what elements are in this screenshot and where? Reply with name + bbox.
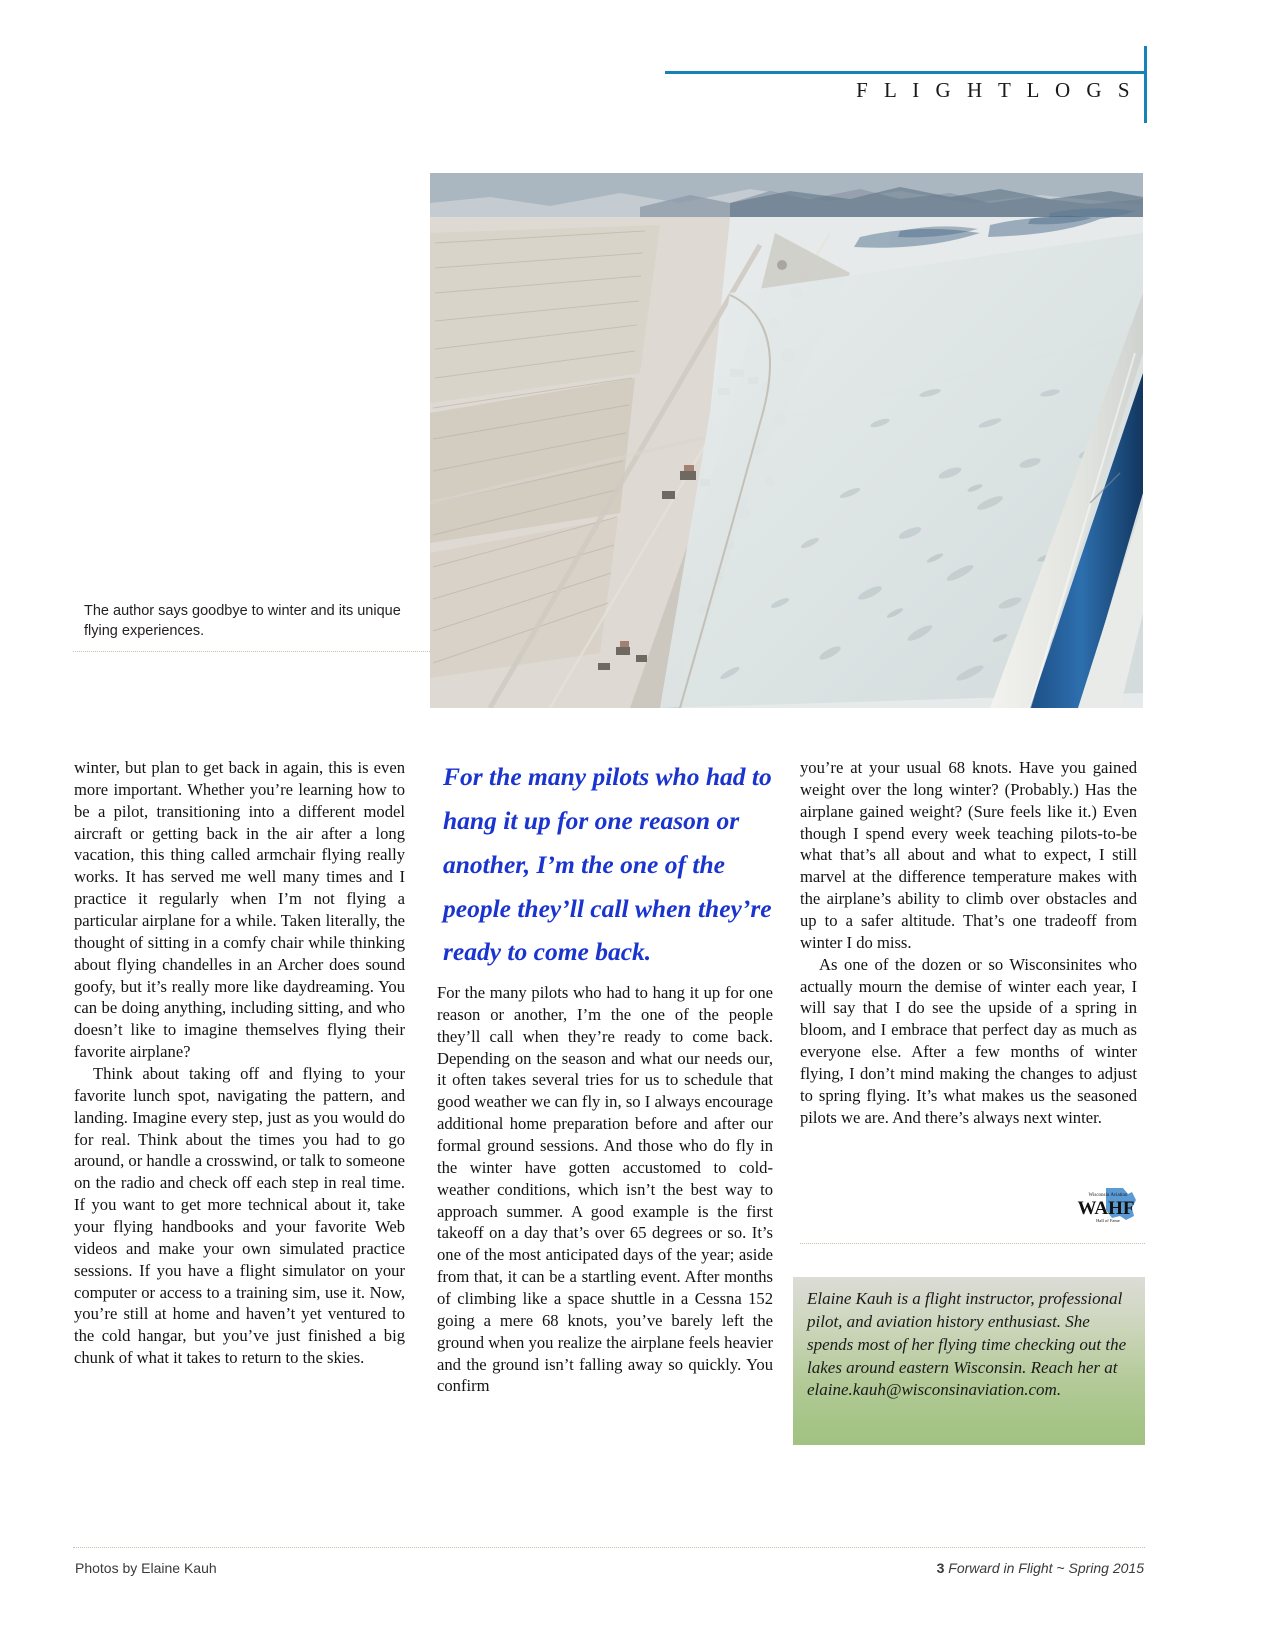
author-bio-text: Elaine Kauh is a flight instructor, professional pilot, and aviation history enthusiast. She spends most of her flying time checking out the lakes around eastern Wisconsin. Reach her at elaine.kauh@wisconsinaviation.com. xyxy=(807,1289,1127,1400)
paragraph: you’re at your usual 68 knots. Have you gained weight over the long winter? (Probably.) Has the airplane gained weight? (Sure feels like it.) Even though I spend every week teaching pilots-to-be what that’s all about and what to expect, I still marvel at the difference temperature makes with the airplane’s ability to climb over obstacles and up to a safer altitude. That’s one tradeoff from winter I do miss. xyxy=(800,758,1137,952)
publication-name: Forward in Flight ~ Spring 2015 xyxy=(948,1560,1144,1576)
paragraph: Think about taking off and flying to your favorite lunch spot, navigating the pattern, and landing. Imagine every step, just as you would do for real. Think about the times you had to go around, or handle a crosswind, or talk to someone on the radio and check off each step in real time. If you want to get more technical about it, take your flying handbooks and your favorite Web videos and make your own simulated practice sessions. If you have a flight simulator on your computer or access to a training sim, use it. Now, you’re still at home and haven’t yet ventured to the cold hangar, but you’ve just finished a big chunk of what it takes to return to the skies. xyxy=(74,1064,405,1368)
paragraph: winter, but plan to get back in again, this is even more important. Whether you’re learning how to be a pilot, transitioning into a different model aircraft or getting back in the air after a long vacation, this thing called armchair flying really works. It has served me well many times and I practice it regularly when I’m not flying a particular airplane for a while. Taken literally, the thought of sitting in a comfy chair while thinking about flying chandelles in an Archer does sound goofy, but it’s really more like daydreaming. You can be doing anything, including sitting, and who doesn’t like to imagine themselves flying their favorite airplane? xyxy=(74,758,405,1062)
pull-quote: For the many pilots who had to hang it up for one reason or another, I’m the one of the people they’ll call when they’re ready to come back. xyxy=(443,762,772,967)
header-horizontal-rule xyxy=(665,71,1146,74)
author-bio-box xyxy=(793,1277,1145,1445)
photo-credit: Photos by Elaine Kauh xyxy=(75,1560,217,1576)
header-vertical-rule xyxy=(1144,46,1147,123)
paragraph: For the many pilots who had to hang it up for one reason or another, I’m the one of the people they’ll call when they’re ready to come back. Depending on the season and what our needs our, it often takes several tries for us to schedule that good weather we can fly in, so I always encourage additional home preparation before and after our formal ground sessions. And those who do fly in the winter have gotten accustomed to cold-weather conditions, which isn’t the best way to approach summer. A good example is the first takeoff on a day that’s over 65 degrees or so. It’s one of the most anticipated days of the year; aside from that, it can be a startling event. After months of climbing like a space shuttle in a Cessna 152 going a mere 68 knots, you’ve barely left the ground when you realize the airplane feels heavier and the ground isn’t falling away so quickly. You confirm xyxy=(437,983,773,1396)
wahf-wordmark: WAHF xyxy=(1077,1198,1135,1219)
footer-publication xyxy=(937,1560,1144,1576)
body-column-1 xyxy=(74,757,405,1369)
photo-illustration xyxy=(430,173,1143,708)
caption-divider xyxy=(73,651,430,652)
bio-divider xyxy=(800,1243,1145,1244)
page-number: 3 xyxy=(936,1560,945,1576)
paragraph: As one of the dozen or so Wisconsinites who actually mourn the demise of winter each year, I will say that I do see the upside of a spring in bloom, and I embrace that perfect day as much as everyone else. After a few months of winter flying, I don’t mind making the changes to adjust to spring flying. It’s what makes us the seasoned pilots we are. And there’s always next winter. xyxy=(800,954,1137,1127)
wahf-subtagline: Hall of Fame xyxy=(1096,1218,1120,1223)
wahf-logo-graphic xyxy=(1076,1186,1140,1228)
body-column-3 xyxy=(800,757,1137,1129)
section-title: F L I G H T L O G S xyxy=(856,78,1135,102)
page-header xyxy=(0,0,1275,150)
wahf-tagline: Wisconsin Aviation xyxy=(1088,1193,1128,1198)
footer-divider xyxy=(73,1547,1145,1548)
wahf-logo xyxy=(1076,1186,1140,1228)
photo-caption: The author says goodbye to winter and its unique flying experiences. xyxy=(84,603,401,639)
aerial-winter-photo xyxy=(430,173,1143,708)
body-column-2 xyxy=(437,982,773,1397)
